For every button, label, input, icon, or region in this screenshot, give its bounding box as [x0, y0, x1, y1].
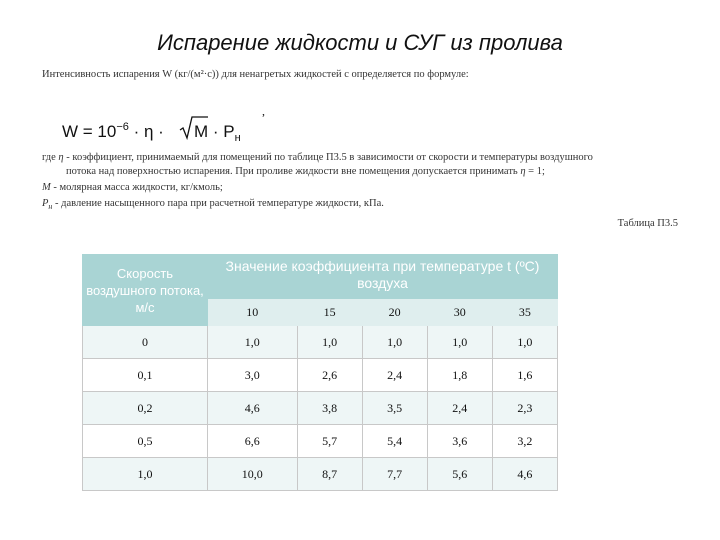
speed-cell: 0 [83, 326, 208, 359]
temp-header-cell: 15 [297, 299, 362, 326]
temp-header-cell: 10 [208, 299, 298, 326]
intro-text: Интенсивность испарения W (кг/(м²·с)) для ненагретых жидкостей с определяется по формуле: [42, 69, 469, 80]
table-row [83, 359, 558, 392]
value-cell: 1,6 [492, 359, 557, 392]
value-cell: 5,6 [427, 458, 492, 491]
svg-text:M · Pн [194, 122, 241, 144]
m-text: - молярная масса жидкости, кг/кмоль; [50, 182, 223, 193]
value-cell: 10,0 [208, 458, 298, 491]
value-cell: 8,7 [297, 458, 362, 491]
p-text: - давление насыщенного пара при расчетной температуре жидкости, кПа. [52, 198, 384, 209]
value-cell: 1,8 [427, 359, 492, 392]
eta-symbol-2: η [520, 166, 526, 177]
m-definition [42, 182, 223, 193]
value-cell: 5,7 [297, 425, 362, 458]
formula-rhs1: · η · [128, 122, 164, 141]
eta-text: - коэффициент, принимаемый для помещений по таблице П3.5 в зависимости от скорости и температуры воздушного [63, 152, 593, 163]
value-cell: 4,6 [208, 392, 298, 425]
p-symbol: P [42, 198, 49, 209]
formula-lhs: W = 10 [62, 122, 117, 141]
value-cell: 3,6 [427, 425, 492, 458]
value-cell: 2,6 [297, 359, 362, 392]
formula-rhs2: · P [208, 122, 235, 141]
value-cell: 2,3 [492, 392, 557, 425]
coefficient-table [82, 254, 558, 491]
temp-header-cell: 20 [362, 299, 427, 326]
value-cell: 7,7 [362, 458, 427, 491]
value-cell: 3,2 [492, 425, 557, 458]
eta-symbol: η [58, 152, 64, 163]
evaporation-formula [62, 113, 252, 145]
header-coefficient: Значение коэффициента при температуре t (ºС) воздуха [208, 255, 558, 299]
value-cell: 5,4 [362, 425, 427, 458]
eta-prefix: где [42, 152, 59, 163]
temp-header-cell: 30 [427, 299, 492, 326]
value-cell: 4,6 [492, 458, 557, 491]
page-title: Испарение жидкости и СУГ из пролива [157, 30, 563, 55]
value-cell: 3,0 [208, 359, 298, 392]
speed-cell: 0,1 [83, 359, 208, 392]
formula-sub: н [234, 132, 241, 144]
temp-header-cell: 35 [492, 299, 557, 326]
value-cell: 2,4 [362, 359, 427, 392]
eta-value: = 1; [525, 166, 545, 177]
speed-cell: 1,0 [83, 458, 208, 491]
value-cell: 1,0 [362, 326, 427, 359]
value-cell: 6,6 [208, 425, 298, 458]
p-subscript: н [48, 202, 53, 212]
table-row [83, 326, 558, 359]
eta-definition-line1 [42, 152, 593, 163]
table-row [83, 458, 558, 491]
value-cell: 3,8 [297, 392, 362, 425]
eta-definition-line2 [66, 166, 545, 177]
table-header-row [83, 255, 558, 299]
formula-radicand: M [194, 122, 209, 141]
speed-cell: 0,5 [83, 425, 208, 458]
value-cell: 1,0 [492, 326, 557, 359]
eta-text-2: потока над поверхностью испарения. При проливе жидкости вне помещения допускается принимать [66, 166, 521, 177]
table-row [83, 392, 558, 425]
value-cell: 1,0 [297, 326, 362, 359]
m-symbol: М [42, 182, 51, 193]
value-cell: 2,4 [427, 392, 492, 425]
formula-comma: , [262, 104, 265, 118]
value-cell: 1,0 [208, 326, 298, 359]
speed-cell: 0,2 [83, 392, 208, 425]
table-row [83, 425, 558, 458]
table-caption: Таблица П3.5 [617, 218, 678, 229]
value-cell: 3,5 [362, 392, 427, 425]
svg-text:W = 10−6 · η · [62, 121, 164, 141]
formula-exp: −6 [116, 121, 129, 133]
p-definition [42, 198, 384, 211]
header-speed: Скорость воздушного потока, м/с [83, 255, 208, 326]
value-cell: 1,0 [427, 326, 492, 359]
